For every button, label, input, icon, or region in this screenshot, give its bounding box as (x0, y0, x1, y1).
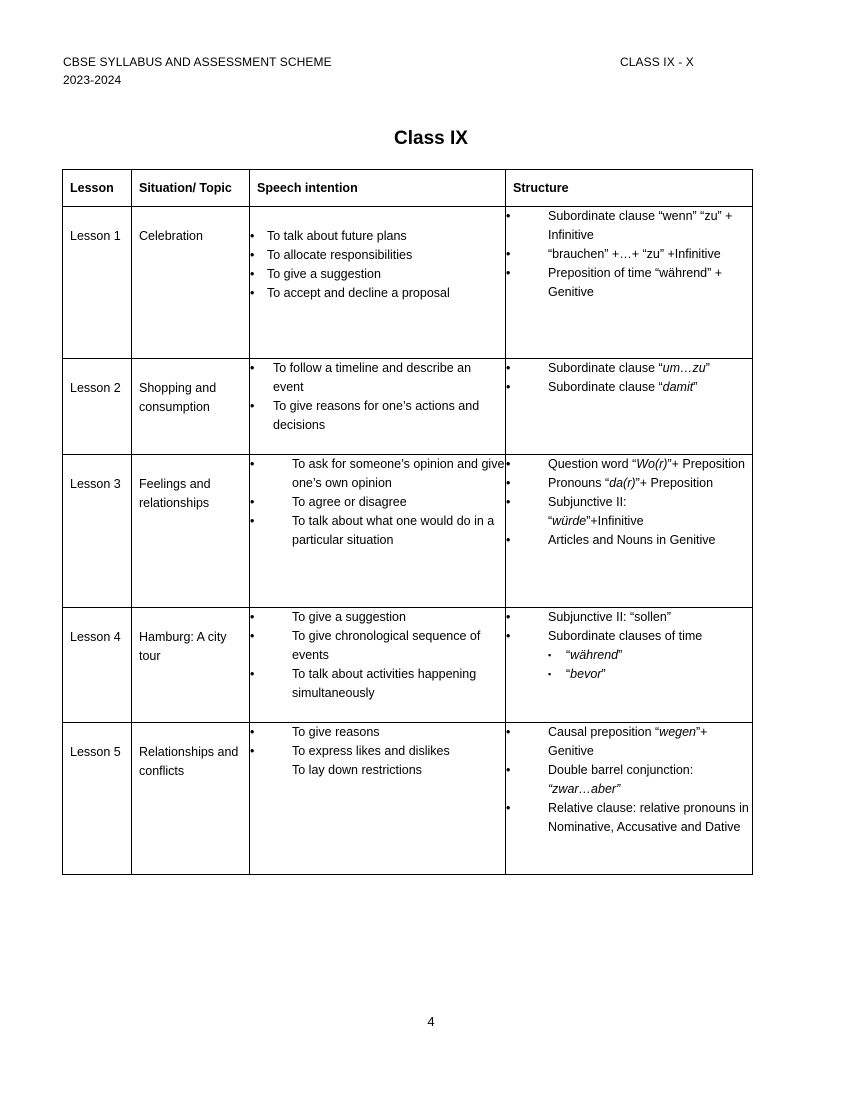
list-item: • To ask for someone’s opinion and give one’s own opinion (250, 455, 505, 493)
list-item: • Double barrel conjunction: “zwar…aber” (506, 761, 752, 799)
structure-cell (506, 723, 753, 875)
list-item: • Relative clause: relative pronouns in Nominative, Accusative and Dative (506, 799, 752, 837)
list-item: ▪ “bevor” (506, 665, 752, 684)
header-speech-intention: Speech intention (250, 170, 506, 207)
speech-extra-line: To lay down restrictions (292, 763, 422, 777)
table-row (63, 359, 753, 455)
lesson-cell: Lesson 1 (63, 207, 132, 359)
speech-list (250, 608, 505, 703)
structure-list (506, 359, 752, 397)
structure-list (506, 723, 752, 837)
topic-cell: Relationships and conflicts (132, 723, 250, 875)
list-item: • To follow a timeline and describe an event (250, 359, 505, 397)
list-item: • Articles and Nouns in Genitive (506, 531, 752, 550)
speech-cell (250, 359, 506, 455)
list-item: • To give reasons (250, 723, 505, 742)
speech-cell (250, 207, 506, 359)
speech-cell (250, 455, 506, 608)
lesson-cell: Lesson 5 (63, 723, 132, 875)
table-row (63, 608, 753, 723)
page-number: 4 (427, 1014, 435, 1029)
topic-cell: Celebration (132, 207, 250, 359)
lesson-cell: Lesson 3 (63, 455, 132, 608)
structure-cell (506, 207, 753, 359)
list-item: • Subordinate clause “damit” (506, 378, 752, 397)
structure-list (506, 608, 752, 646)
topic-cell: Shopping and consumption (132, 359, 250, 455)
list-item: • Subjunctive II: “sollen” (506, 608, 752, 627)
list-item: • To accept and decline a proposal (250, 284, 505, 303)
table-row (63, 723, 753, 875)
structure-list (506, 207, 752, 302)
list-item: • To give a suggestion (250, 265, 505, 284)
list-item: • Preposition of time “während” + Genitive (506, 264, 752, 302)
list-item: • To talk about future plans (250, 227, 505, 246)
page-title: Class IX (394, 128, 468, 149)
list-item: • To give chronological sequence of events (250, 627, 505, 665)
list-item: • To give a suggestion (250, 608, 505, 627)
structure-cell (506, 359, 753, 455)
syllabus-table (62, 169, 753, 875)
list-item: • To talk about what one would do in a particular situation (250, 512, 505, 550)
lesson-cell: Lesson 4 (63, 608, 132, 723)
list-item: • To give reasons for one’s actions and decisions (250, 397, 505, 435)
list-item: ▪ “während” (506, 646, 752, 665)
list-item: • Question word “Wo(r)”+ Preposition (506, 455, 752, 474)
list-item: • Subordinate clause “um…zu” (506, 359, 752, 378)
document-header-left (63, 53, 332, 89)
topic-cell: Hamburg: A city tour (132, 608, 250, 723)
list-item: • Subordinate clause “wenn” “zu” + Infinitive (506, 207, 752, 245)
table-header-row (63, 170, 753, 207)
speech-cell (250, 608, 506, 723)
speech-list (250, 227, 505, 303)
speech-cell (250, 723, 506, 875)
list-item: • To express likes and dislikes (250, 742, 505, 761)
topic-cell: Feelings and relationships (132, 455, 250, 608)
table-row (63, 455, 753, 608)
document-header-right: CLASS IX - X (620, 55, 694, 69)
list-item: • Causal preposition “wegen”+ Genitive (506, 723, 752, 761)
speech-list (250, 723, 505, 761)
list-item: • To agree or disagree (250, 493, 505, 512)
list-item: • Pronouns “da(r)”+ Preposition (506, 474, 752, 493)
header-lesson: Lesson (63, 170, 132, 207)
list-item: • Subjunctive II: “würde”+Infinitive (506, 493, 752, 531)
list-item: • “brauchen” +…+ “zu” +Infinitive (506, 245, 752, 264)
syllabus-title: CBSE SYLLABUS AND ASSESSMENT SCHEME (63, 55, 332, 69)
structure-list (506, 455, 752, 550)
header-structure: Structure (506, 170, 753, 207)
lesson-cell: Lesson 2 (63, 359, 132, 455)
structure-sublist (506, 646, 752, 683)
structure-cell (506, 608, 753, 723)
academic-year: 2023-2024 (63, 73, 122, 87)
header-topic: Situation/ Topic (132, 170, 250, 207)
structure-cell (506, 455, 753, 608)
list-item: • Subordinate clauses of time (506, 627, 752, 646)
speech-list (250, 455, 505, 550)
speech-list (250, 359, 505, 435)
list-item: • To allocate responsibilities (250, 246, 505, 265)
table-row (63, 207, 753, 359)
list-item: • To talk about activities happening simultaneously (250, 665, 505, 703)
